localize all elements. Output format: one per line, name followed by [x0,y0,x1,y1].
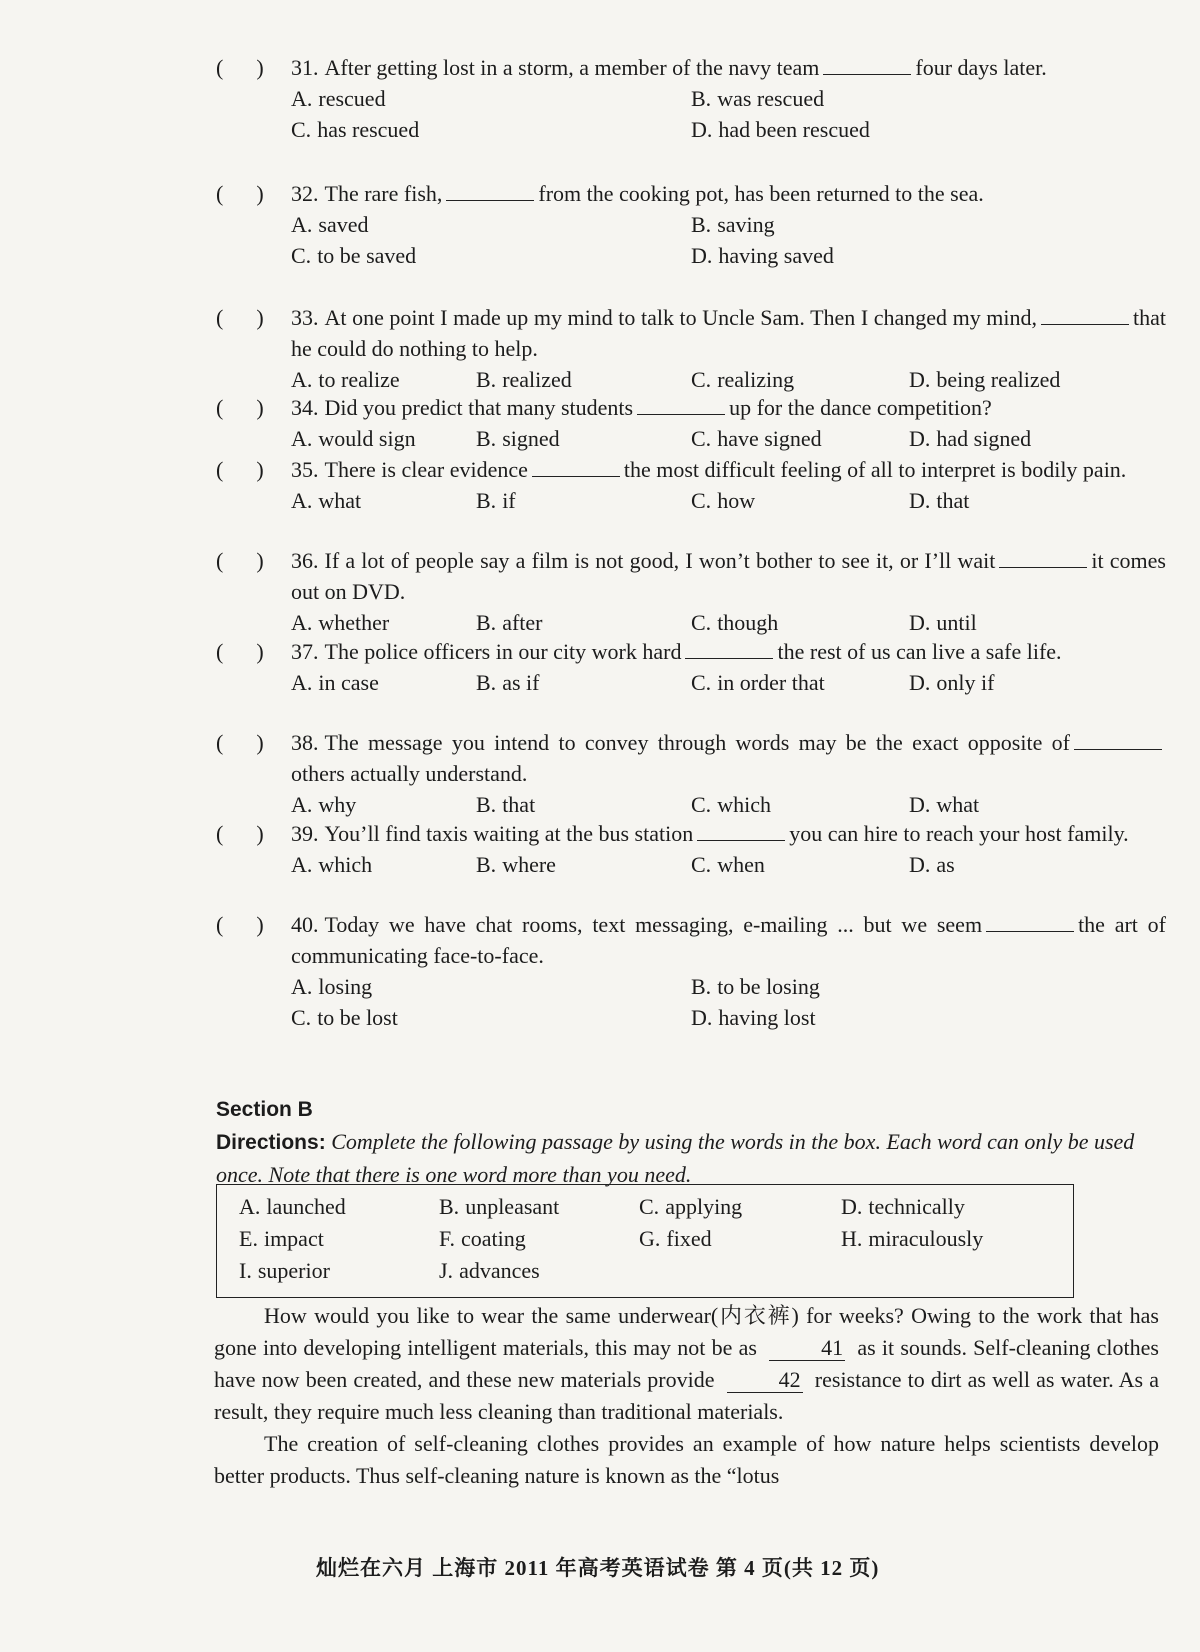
section-title: Section B [216,1098,313,1121]
options [291,849,1166,880]
question-body [291,818,1166,880]
option-letter: C. [691,610,712,635]
stem-text: You’ll find taxis waiting at the bus station [324,821,694,846]
option-text: signed [502,426,560,451]
question-body [291,545,1166,638]
option-b[interactable] [476,849,691,880]
question-number: 34. [291,395,319,420]
word-letter: J. [439,1258,454,1283]
option-b[interactable] [691,83,1111,114]
answer-paren[interactable]: ( ) [216,821,264,846]
stem-text: that he could do nothing to help. [291,305,1166,361]
option-letter: D. [691,243,713,268]
word-text: fixed [666,1226,712,1251]
option-text: saving [717,212,775,237]
question-33 [216,302,1166,395]
stem-text: it comes out on DVD. [291,548,1166,604]
option-d[interactable] [909,667,1109,698]
word-text: technically [868,1194,965,1219]
options [291,789,1166,820]
option-text: what [936,792,980,817]
stem-text: up for the dance competition? [729,395,992,420]
option-letter: C. [691,852,712,877]
option-text: though [717,610,779,635]
word-box-item [239,1192,439,1222]
answer-paren[interactable]: ( ) [216,639,264,664]
option-text: after [502,610,543,635]
option-d[interactable] [909,364,1109,395]
option-c[interactable] [691,667,909,698]
question-37 [216,636,1166,698]
question-body [291,302,1166,395]
option-letter: A. [291,86,313,111]
option-text: where [502,852,556,877]
options [291,364,1166,395]
option-a[interactable] [291,971,691,1002]
options [291,971,1166,1033]
answer-paren[interactable]: ( ) [216,730,264,755]
option-text: being realized [936,367,1061,392]
question-body [291,392,1166,454]
option-text: losing [318,974,373,999]
option-letter: A. [291,792,313,817]
option-letter: B. [691,212,712,237]
option-letter: B. [691,974,712,999]
option-a[interactable] [291,423,476,454]
option-letter: D. [909,426,931,451]
question-stem [291,636,1166,667]
option-text: had been rescued [718,117,870,142]
word-letter: G. [639,1226,661,1251]
question-stem [291,392,1166,423]
question-31 [216,52,1166,145]
page-footer: 灿烂在六月 上海市 2011 年高考英语试卷 第 4 页(共 12 页) [316,1556,880,1580]
option-text: if [502,488,516,513]
answer-blank[interactable] [637,394,725,415]
question-body [291,52,1166,145]
directions-text: Complete the following passage by using the words in the box. Each word can only be used once. Note that there is one word more than you need. [216,1129,1135,1187]
option-text: realized [502,367,572,392]
option-d[interactable] [909,423,1109,454]
question-stem [291,727,1166,789]
answer-blank[interactable] [1074,729,1162,750]
stem-text: The rare fish, [324,181,443,206]
question-stem [291,545,1166,607]
option-b[interactable] [476,607,691,638]
option-letter: A. [291,488,313,513]
option-c[interactable] [691,485,909,516]
option-letter: C. [691,670,712,695]
word-box-item [439,1224,639,1254]
options [291,209,1166,271]
option-text: rescued [318,86,386,111]
option-letter: B. [476,670,497,695]
option-letter: A. [291,852,313,877]
option-d[interactable] [909,849,1109,880]
option-text: having lost [718,1005,816,1030]
option-letter: B. [476,792,497,817]
option-letter: C. [691,367,712,392]
blank-41[interactable]: 41 [769,1336,845,1361]
question-body [291,636,1166,698]
word-letter: H. [841,1226,863,1251]
answer-paren[interactable]: ( ) [216,457,264,482]
passage-text: How would you like to wear the same underwear(内衣裤) for weeks? Owing to the work that has gone into developing intelligent materials, this may not be as [214,1303,1159,1360]
directions-label: Directions: [216,1131,326,1154]
word-box-item [239,1256,439,1286]
option-letter: A. [291,670,313,695]
question-number: 40. [291,912,319,937]
option-letter: C. [691,792,712,817]
option-text: as if [502,670,540,695]
question-number: 31. [291,55,319,80]
question-number: 39. [291,821,319,846]
option-letter: D. [909,670,931,695]
option-text: has rescued [317,117,420,142]
word-box-item [841,1224,1081,1254]
option-c[interactable] [691,849,909,880]
option-b[interactable] [691,971,1111,1002]
option-text: why [318,792,357,817]
word-letter: E. [239,1226,258,1251]
option-letter: D. [909,610,931,635]
option-d[interactable] [909,607,1109,638]
option-d[interactable] [909,485,1109,516]
option-letter: D. [909,488,931,513]
option-text: as [936,852,955,877]
option-c[interactable] [291,240,691,271]
option-a[interactable] [291,789,476,820]
word-letter: I. [239,1258,252,1283]
stem-text: There is clear evidence [324,457,528,482]
answer-blank[interactable] [446,180,534,201]
option-a[interactable] [291,485,476,516]
option-text: which [318,852,373,877]
option-a[interactable] [291,364,476,395]
stem-text: the art of communicating face-to-face. [291,912,1166,968]
option-letter: A. [291,426,313,451]
word-letter: C. [639,1194,660,1219]
option-text: have signed [717,426,822,451]
question-40 [216,909,1166,1033]
question-38 [216,727,1166,820]
option-a[interactable] [291,667,476,698]
word-text: unpleasant [465,1194,560,1219]
answer-blank[interactable] [986,911,1074,932]
option-letter: A. [291,367,313,392]
option-c[interactable] [291,1002,691,1033]
option-letter: B. [476,852,497,877]
stem-text: Did you predict that many students [324,395,634,420]
question-35 [216,454,1166,516]
passage [214,1300,1159,1492]
option-text: to be losing [717,974,820,999]
answer-blank[interactable] [532,456,620,477]
option-letter: C. [691,426,712,451]
option-d[interactable] [691,240,1111,271]
question-stem [291,818,1166,849]
option-letter: C. [291,243,312,268]
option-b[interactable] [476,485,691,516]
word-box [216,1184,1074,1298]
answer-paren[interactable]: ( ) [216,55,264,80]
option-text: had signed [936,426,1032,451]
answer-paren[interactable]: ( ) [216,305,264,330]
option-text: what [318,488,362,513]
question-number: 35. [291,457,319,482]
question-body [291,454,1166,516]
options [291,485,1166,516]
passage-text: The creation of self-cleaning clothes provides an example of how nature helps scientists develop better products. Thus self-cleaning nature is known as the “lotus [214,1431,1159,1488]
word-text: advances [459,1258,540,1283]
question-stem [291,52,1166,83]
stem-text: The message you intend to convey through words may be the exact opposite of [324,730,1070,755]
option-letter: D. [909,367,931,392]
passage-text: as it sounds. Self-cleaning clothes have now been created, and these new materials provide [214,1335,1159,1392]
option-d[interactable] [691,1002,1111,1033]
stem-text: After getting lost in a storm, a member of the navy team [324,55,820,80]
option-text: saved [318,212,369,237]
option-letter: B. [691,86,712,111]
option-text: in case [318,670,379,695]
stem-text: The police officers in our city work hard [324,639,682,664]
option-letter: B. [476,426,497,451]
answer-paren[interactable]: ( ) [216,181,264,206]
option-c[interactable] [691,607,909,638]
question-36 [216,545,1166,638]
option-c[interactable] [691,789,909,820]
stem-text: you can hire to reach your host family. [789,821,1129,846]
option-letter: B. [476,367,497,392]
passage-text: resistance to dirt as well as water. As a result, they require much less cleaning than traditional materials. [214,1367,1159,1424]
stem-text: the rest of us can live a safe life. [777,639,1062,664]
option-text: realizing [717,367,795,392]
option-letter: D. [691,1005,713,1030]
option-text: to realize [318,367,400,392]
word-box-item [841,1192,1081,1222]
option-c[interactable] [291,114,691,145]
word-text: superior [257,1258,330,1283]
question-body [291,909,1166,1033]
word-box-item [639,1224,841,1254]
options [291,83,1166,145]
section-b [216,1098,1166,1191]
options [291,667,1166,698]
option-text: would sign [318,426,416,451]
option-text: which [717,792,771,817]
answer-blank[interactable] [823,54,911,75]
answer-paren[interactable]: ( ) [216,395,264,420]
stem-text: If a lot of people say a film is not good, I won’t bother to see it, or I’ll wait [324,548,996,573]
option-text: until [936,610,977,635]
option-text: to be lost [317,1005,398,1030]
options [291,607,1166,638]
question-body [291,727,1166,820]
option-letter: A. [291,212,313,237]
option-letter: C. [291,1005,312,1030]
question-stem [291,302,1166,364]
option-a[interactable] [291,607,476,638]
option-d[interactable] [909,789,1109,820]
answer-blank[interactable] [685,638,773,659]
option-letter: D. [691,117,713,142]
question-stem [291,178,1166,209]
word-text: impact [263,1226,324,1251]
option-a[interactable] [291,849,476,880]
option-c[interactable] [691,364,909,395]
question-34 [216,392,1166,454]
word-text: miraculously [868,1226,984,1251]
option-text: in order that [717,670,825,695]
stem-text: four days later. [915,55,1047,80]
answer-blank[interactable] [1041,304,1129,325]
option-b[interactable] [476,423,691,454]
answer-paren[interactable]: ( ) [216,548,264,573]
option-text: how [717,488,756,513]
question-body [291,178,1166,271]
stem-text: from the cooking pot, has been returned to the sea. [538,181,984,206]
option-letter: D. [909,792,931,817]
stem-text: the most difficult feeling of all to interpret is bodily pain. [623,457,1127,482]
passage-paragraph-1 [214,1300,1159,1428]
option-c[interactable] [691,423,909,454]
option-text: when [717,852,765,877]
option-text: only if [936,670,995,695]
answer-blank[interactable] [999,547,1087,568]
word-text: coating [460,1226,526,1251]
word-letter: B. [439,1194,460,1219]
option-a[interactable] [291,209,691,240]
answer-blank[interactable] [697,820,785,841]
word-text: applying [665,1194,743,1219]
question-number: 38. [291,730,319,755]
option-letter: B. [476,488,497,513]
question-number: 37. [291,639,319,664]
question-number: 36. [291,548,319,573]
option-b[interactable] [476,667,691,698]
question-stem [291,454,1166,485]
question-number: 33. [291,305,319,330]
question-32 [216,178,1166,271]
option-a[interactable] [291,83,691,114]
blank-42[interactable]: 42 [727,1368,803,1393]
passage-paragraph-2 [214,1428,1159,1492]
stem-text: At one point I made up my mind to talk to Uncle Sam. Then I changed my mind, [324,305,1037,330]
option-text: whether [318,610,390,635]
word-letter: D. [841,1194,863,1219]
option-b[interactable] [476,789,691,820]
word-box-grid [217,1185,1073,1286]
option-text: having saved [718,243,834,268]
word-letter: F. [439,1226,455,1251]
option-letter: C. [291,117,312,142]
question-39 [216,818,1166,880]
word-box-item [439,1192,639,1222]
word-text: launched [266,1194,346,1219]
word-box-item [439,1256,639,1286]
answer-paren[interactable]: ( ) [216,912,264,937]
option-b[interactable] [691,209,1111,240]
stem-text: others actually understand. [291,761,528,786]
word-letter: A. [239,1194,261,1219]
stem-text: Today we have chat rooms, text messaging, e-mailing ... but we seem [324,912,983,937]
word-box-item [239,1224,439,1254]
question-number: 32. [291,181,319,206]
word-box-item [639,1192,841,1222]
option-b[interactable] [476,364,691,395]
directions [216,1126,1166,1191]
option-letter: A. [291,610,313,635]
option-text: was rescued [717,86,825,111]
option-letter: B. [476,610,497,635]
options [291,423,1166,454]
option-text: that [936,488,970,513]
option-d[interactable] [691,114,1111,145]
question-stem [291,909,1166,971]
option-letter: A. [291,974,313,999]
option-letter: D. [909,852,931,877]
option-text: that [502,792,536,817]
option-text: to be saved [317,243,417,268]
option-letter: C. [691,488,712,513]
